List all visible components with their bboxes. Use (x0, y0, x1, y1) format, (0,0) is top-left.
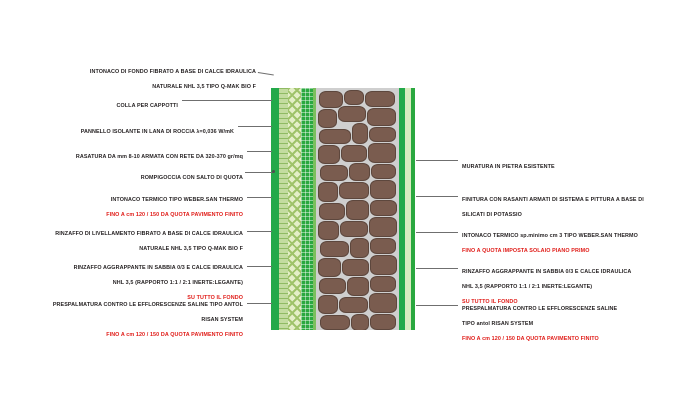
label-colla-per-cappotti (16, 96, 178, 118)
label-line-red: FINO A QUOTA IMPOSTA SOLAIO PIANO PRIMO (462, 248, 590, 255)
stone-block (370, 314, 396, 330)
label-line: NATURALE NHL 3,5 TIPO Q-MAK BIO F (139, 246, 243, 253)
leader-line-4 (247, 151, 272, 152)
layer-right-finitura (411, 88, 415, 330)
stone-block (339, 297, 368, 313)
leader-line-6 (247, 197, 272, 198)
label-line-red: FINO A cm 120 / 150 DA QUOTA PAVIMENTO FINITO (106, 332, 243, 339)
stone-block (350, 238, 369, 258)
label-line: RINZAFFO DI LIVELLAMENTO FIBRATO A BASE DI CALCE IDRAULICA (55, 231, 243, 238)
label-line: MURATURA IN PIETRA ESISTENTE (462, 164, 555, 171)
leader-line-3 (238, 126, 272, 127)
stone-block (352, 123, 368, 144)
stone-block (338, 106, 366, 122)
stone-block (319, 129, 351, 144)
label-line: INTONACO DI FONDO FIBRATO A BASE DI CALCE IDRAULICA (89, 69, 256, 76)
stone-block (344, 90, 364, 105)
label-line: NATURALE NHL 3,5 TIPO Q-MAK BIO F (152, 84, 256, 91)
leader-line-r2 (416, 196, 458, 197)
stone-block (369, 293, 397, 313)
leader-line-7 (247, 231, 272, 232)
muratura-in-pietra-core (316, 88, 399, 330)
stone-block (370, 276, 396, 292)
leader-line-8 (247, 266, 272, 267)
stone-block (318, 295, 338, 314)
stone-block (370, 238, 396, 254)
label-line: RASATURA DA mm 8-10 ARMATA CON RETE DA 320-370 gr/mq (75, 154, 243, 161)
leader-v-1 (258, 72, 259, 73)
label-line: FINITURA CON RASANTI ARMATI DI SISTEMA E PITTURA A BASE DI (462, 197, 644, 204)
stone-block (347, 277, 369, 296)
leader-dot-5 (272, 170, 275, 173)
label-line: RISAN SYSTEM (201, 317, 243, 324)
label-line-red: SU TUTTO IL FONDO (462, 299, 518, 306)
stone-block (339, 182, 369, 199)
stone-block (318, 109, 337, 128)
label-line-red: FINO A cm 120 / 150 DA QUOTA PAVIMENTO FINITO (106, 212, 243, 219)
stone-block (320, 315, 350, 330)
label-line: PANNELLO ISOLANTE IN LANA DI ROCCIA λ=0,036 W/mK (80, 129, 234, 136)
label-line: ROMPIGOCCIA CON SALTO DI QUOTA (140, 175, 243, 182)
label-line: RINZAFFO AGGRAPPANTE IN SABBIA 0/3 E CALCE IDRAULICA (462, 269, 632, 276)
label-line-red: FINO A cm 120 / 150 DA QUOTA PAVIMENTO FINITO (462, 336, 599, 343)
stone-block (318, 258, 341, 277)
label-rasatura-armata-con-rete (16, 147, 243, 169)
stone-block (319, 203, 345, 220)
label-prespalmatura-efflorescenze-saline (6, 295, 243, 347)
stone-block (318, 182, 338, 202)
label-intonaco-termico-sp-minimo (462, 226, 680, 263)
label-line: PRESPALMATURA CONTRO LE EFFLORESCENZE SALINE TIPO ANTOL (52, 302, 243, 309)
stone-block (368, 143, 396, 163)
stone-block (319, 91, 343, 108)
leader-line-9 (247, 303, 272, 304)
leader-line-1 (258, 72, 274, 75)
stone-block (320, 241, 349, 257)
label-line: INTONACO TERMICO sp.minimo cm 3 TIPO WEBER.SAN THERMO (462, 233, 638, 240)
stone-block (342, 259, 369, 276)
stone-block (340, 221, 368, 237)
label-intonaco-di-fondo-fibrato (16, 62, 256, 99)
stone-block (346, 200, 369, 220)
wall-section-drawing (271, 88, 415, 330)
leader-line-r5 (416, 305, 458, 306)
stone-block (351, 314, 369, 330)
layer-colla-texture (279, 88, 288, 330)
layer-intonaco-termico-texture (301, 88, 313, 330)
stone-block (367, 108, 396, 126)
label-pannello-isolante-lana-di-roccia (16, 122, 234, 144)
stone-block (341, 145, 367, 162)
stone-block (319, 278, 346, 294)
label-muratura-in-pietra-esistente (462, 157, 677, 179)
stone-block (371, 164, 396, 179)
label-rinzaffo-di-livellamento-fibrato (12, 224, 243, 261)
leader-line-5 (245, 172, 274, 173)
stone-block (349, 163, 370, 181)
leader-line-r1 (416, 160, 458, 161)
label-line: NHL 3,5 (RAPPORTO 1:1 / 2:1 INERTE:LEGANTE) (462, 284, 593, 291)
label-line: PRESPALMATURA CONTRO LE EFFLORESCENZE SALINE (462, 306, 618, 313)
label-line-red: SU TUTTO IL FONDO (187, 295, 243, 302)
label-prespalmatura-efflorescenze-saline-right (462, 299, 680, 351)
label-finitura-rasanti-armati (462, 190, 680, 227)
label-rompigoccia (16, 168, 243, 190)
label-line: COLLA PER CAPPOTTI (116, 103, 178, 110)
stone-block (370, 180, 396, 199)
layer-intonaco-fondo-fibrato (271, 88, 279, 330)
leader-line-r4 (416, 268, 458, 269)
leader-line-r3 (416, 232, 458, 233)
label-line: TIPO antol RISAN SYSTEM (462, 321, 534, 328)
stone-block (369, 217, 397, 237)
label-line: SILICATI DI POTASSIO (462, 212, 522, 219)
label-line: NHL 3,5 (RAPPORTO 1:1 / 2:1 INERTE:LEGANTE) (112, 280, 243, 287)
label-intonaco-termico-weber-san-thermo (16, 190, 243, 227)
stone-block (318, 221, 339, 240)
stone-block (318, 145, 340, 164)
label-line: INTONACO TERMICO TIPO WEBER.SAN THERMO (110, 197, 243, 204)
label-line: RINZAFFO AGGRAPPANTE IN SABBIA 0/3 E CALCE IDRAULICA (73, 265, 243, 272)
layer-pannello-isolante-texture (288, 88, 301, 330)
stone-block (369, 127, 396, 142)
stone-block (370, 200, 397, 216)
stone-block (370, 255, 397, 275)
leader-line-2 (182, 100, 272, 101)
stone-block (320, 165, 348, 181)
stone-block (365, 91, 395, 107)
